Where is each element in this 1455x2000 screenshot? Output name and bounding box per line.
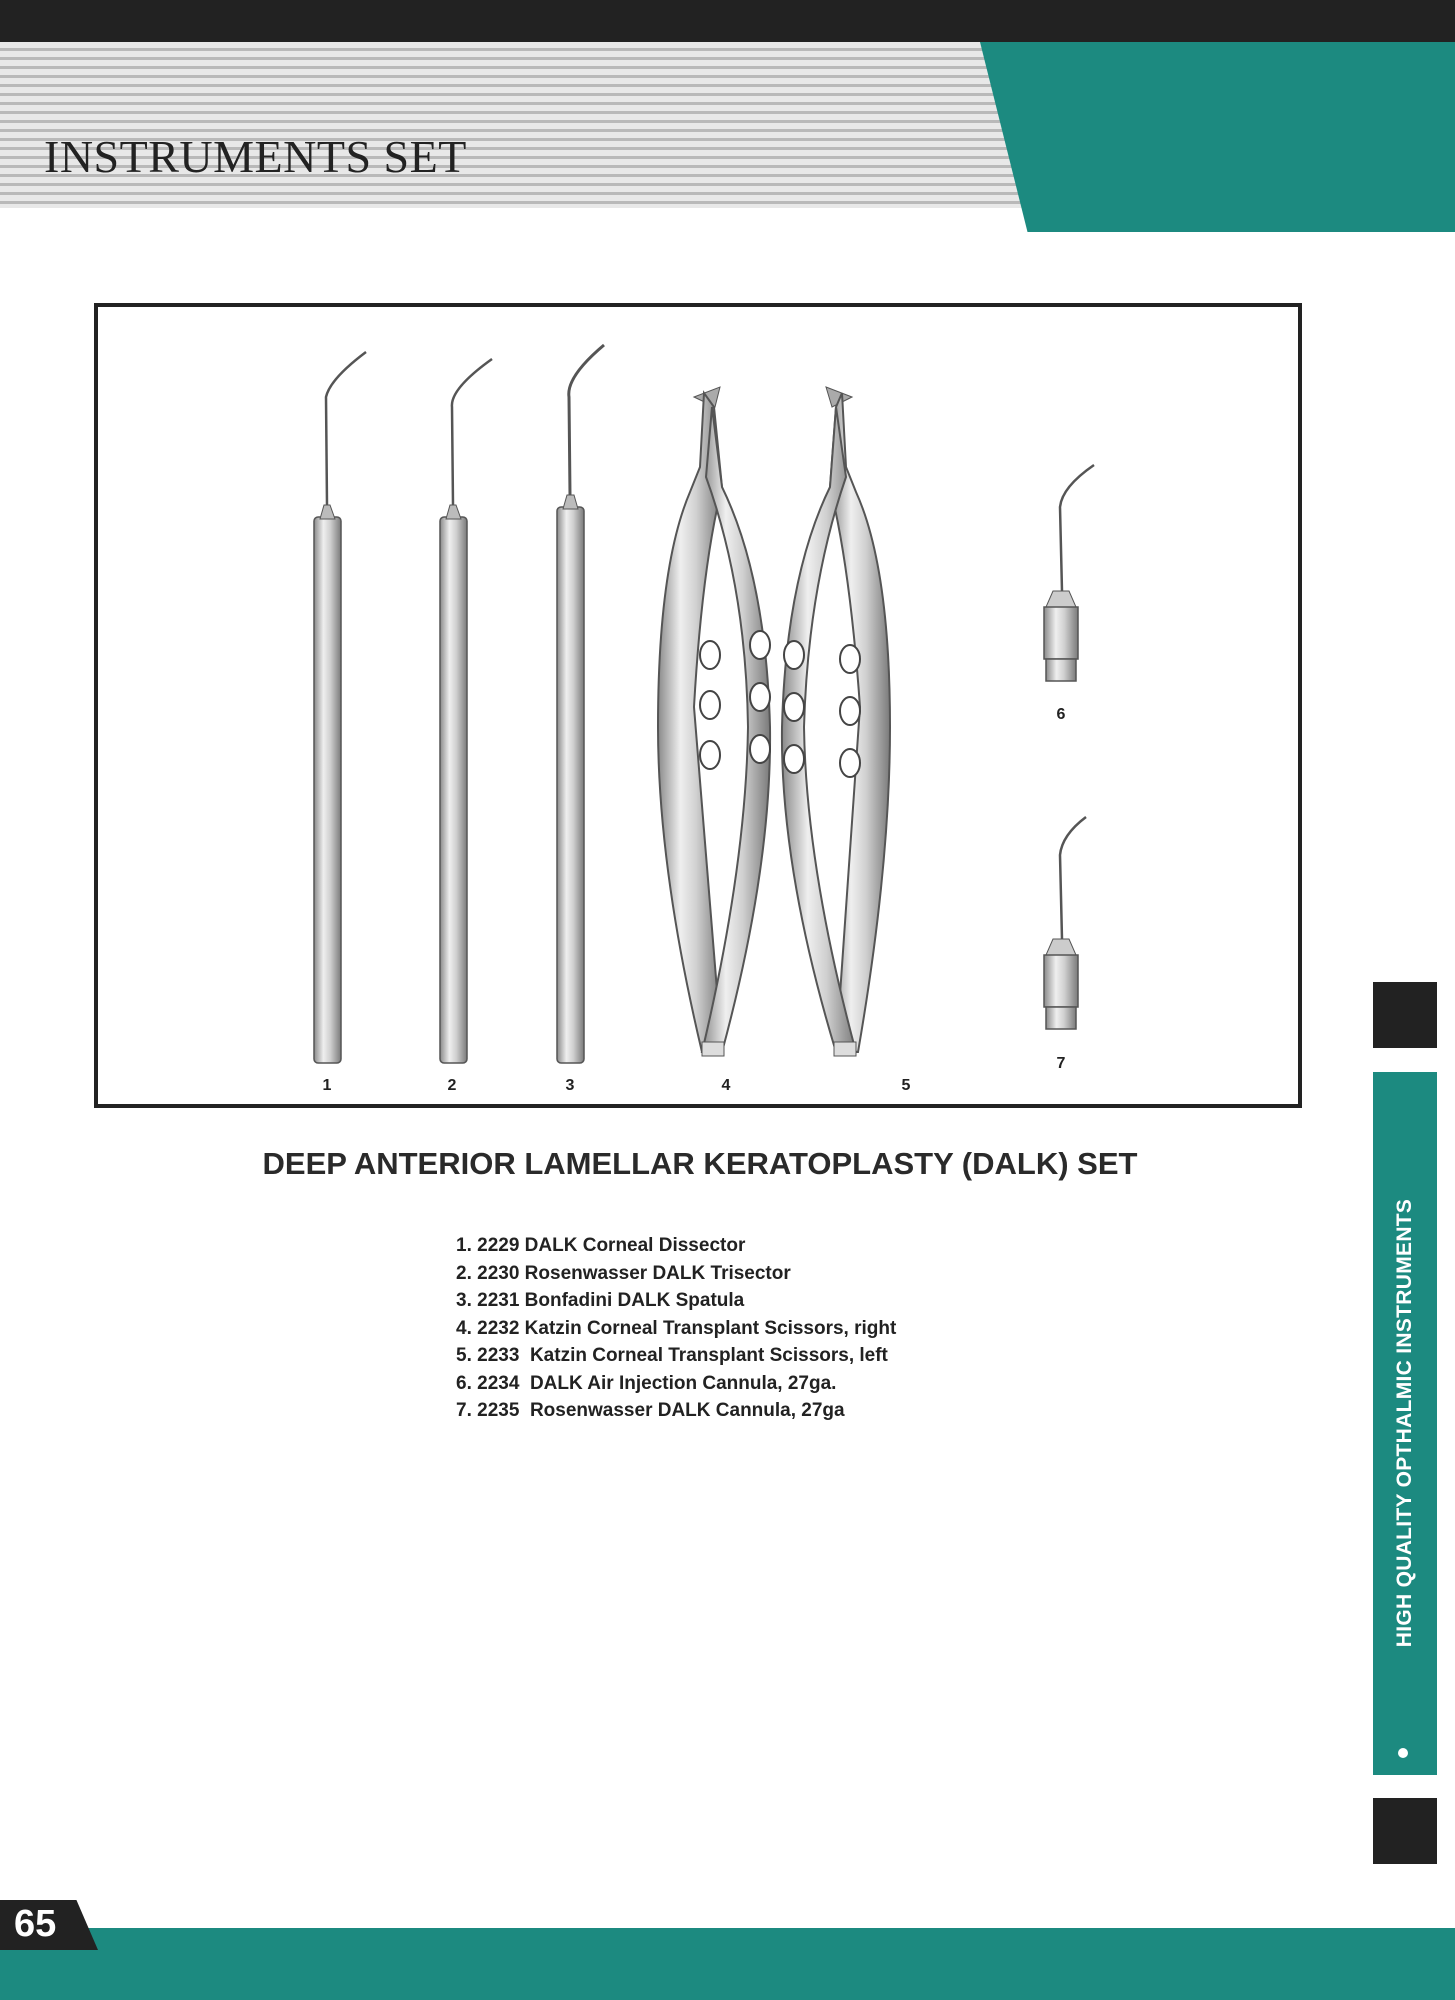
side-banner-text: HIGH QUALITY OPTHALMIC INSTRUMENTS — [1393, 1198, 1416, 1648]
bullet-dot — [1398, 1748, 1408, 1758]
list-item: 4. 2232 Katzin Corneal Transplant Scissors, right — [456, 1317, 897, 1339]
list-item: 7. 2235 Rosenwasser DALK Cannula, 27ga — [456, 1400, 845, 1421]
instrument-5-scissors-left — [782, 387, 890, 1056]
instruments-illustration — [98, 307, 1298, 1104]
list-item: 2. 2230 Rosenwasser DALK Trisector — [456, 1262, 791, 1284]
label-instrument-2: 2 — [447, 1077, 457, 1094]
page-title: INSTRUMENTS SET — [44, 131, 467, 182]
instrument-3-spatula — [557, 345, 604, 1063]
label-instrument-3: 3 — [565, 1077, 575, 1094]
label-instrument-1: 1 — [322, 1077, 332, 1094]
label-instrument-7: 7 — [1056, 1055, 1066, 1072]
side-dark-block-top — [1373, 982, 1437, 1048]
header-teal-accent — [980, 42, 1455, 232]
footer-teal-band — [0, 1928, 1455, 2000]
label-instrument-5: 5 — [901, 1077, 911, 1094]
instruments-figure — [94, 303, 1302, 1108]
instrument-6-air-cannula — [1044, 465, 1094, 681]
list-item: 6. 2234 DALK Air Injection Cannula, 27ga. — [456, 1372, 837, 1394]
side-dark-block-bottom — [1373, 1798, 1437, 1864]
page-number: 65 — [14, 1903, 57, 1945]
instrument-2-trisector — [440, 359, 492, 1063]
instrument-4-scissors-right — [658, 387, 770, 1056]
list-item: 1. 2229 DALK Corneal Dissector — [456, 1235, 746, 1256]
instrument-1-dissector — [314, 352, 366, 1063]
top-dark-band — [0, 0, 1455, 42]
set-title: DEEP ANTERIOR LAMELLAR KERATOPLASTY (DALK) SET — [262, 1146, 1138, 1181]
list-item: 5. 2233 Katzin Corneal Transplant Scissors, left — [456, 1345, 888, 1366]
label-instrument-4: 4 — [721, 1077, 731, 1094]
label-instrument-6: 6 — [1056, 706, 1066, 723]
instrument-list — [456, 1232, 896, 1425]
instrument-7-cannula — [1044, 817, 1086, 1029]
list-item: 3. 2231 Bonfadini DALK Spatula — [456, 1290, 745, 1311]
